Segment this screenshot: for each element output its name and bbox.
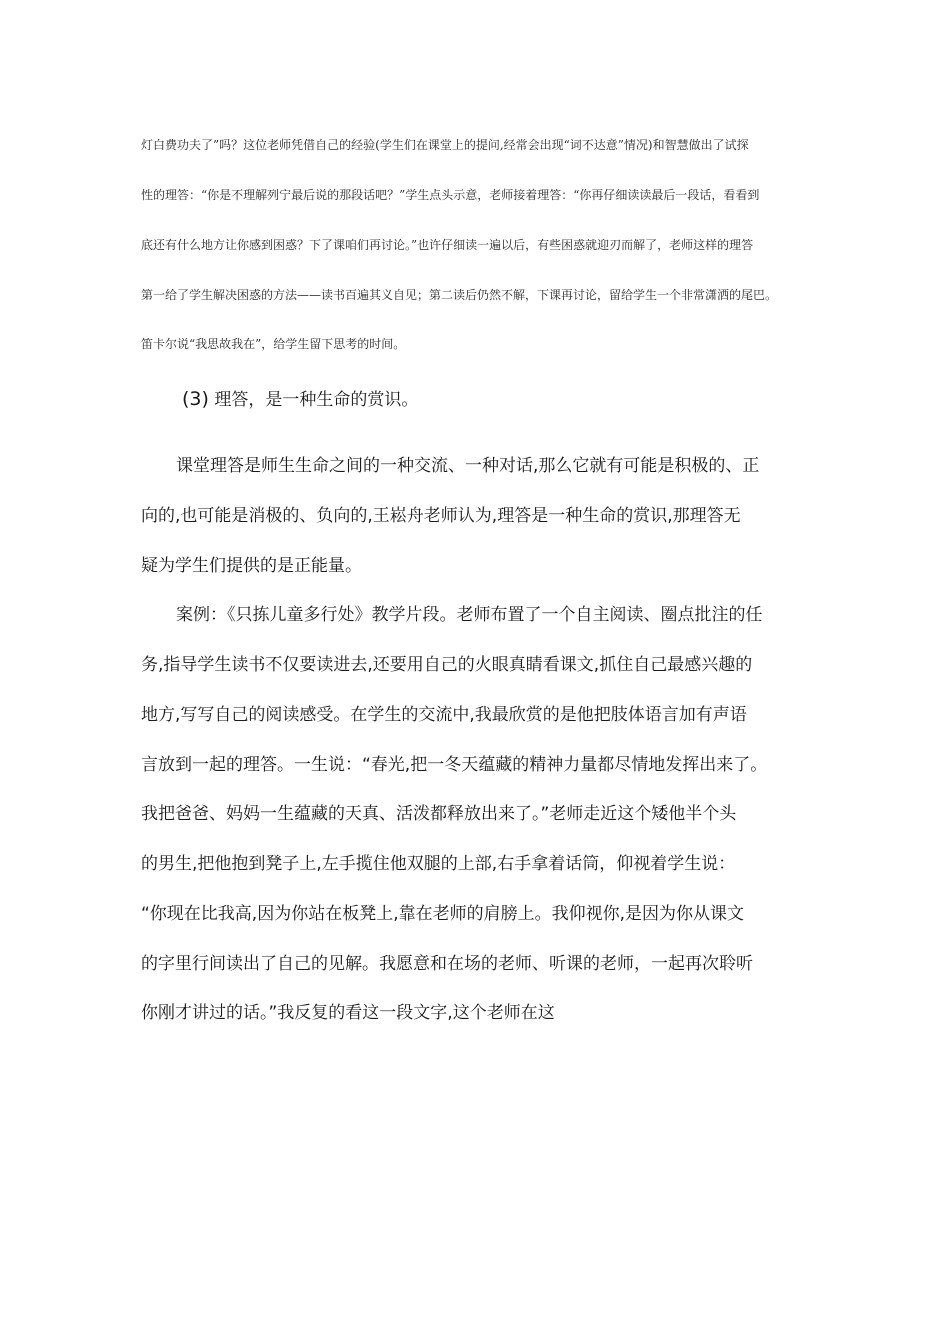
paragraph-line: 你刚才讲过的话。”我反复的看这一段文字,这个老师在这 xyxy=(141,1003,555,1023)
paragraph-line: “你现在比我高,因为你站在板凳上,靠在老师的肩膀上。我仰视你,是因为你从课文 xyxy=(141,904,745,924)
section-heading xyxy=(182,385,418,410)
paragraph-line: 我把爸爸、妈妈一生蕴藏的天真、活泼都释放出来了。”老师走近这个矮他半个头 xyxy=(141,804,737,824)
paragraph-line: 课堂理答是师生生命之间的一种交流、一种对话,那么它就有可能是积极的、正 xyxy=(176,456,760,476)
section-title: 理答，是一种生命的赏识。 xyxy=(214,390,419,410)
paragraph-line: 地方,写写自己的阅读感受。在学生的交流中,我最欣赏的是他把肢体语言加有声语 xyxy=(141,705,747,725)
paragraph-line: 案例：《只拣儿童多行处》教学片段。老师布置了一个自主阅读、圈点批注的任 xyxy=(176,605,763,625)
paragraph-line: 的男生,把他抱到凳子上,左手揽住他双腿的上部,右手拿着话筒，仰视着学生说： xyxy=(141,854,736,874)
paragraph-line: 疑为学生们提供的是正能量。 xyxy=(141,556,362,576)
paragraph-line: 灯白费功夫了”吗？这位老师凭借自己的经验(学生们在课堂上的提问,经常会出现“词不达意”情况)和智慧做出了试探 xyxy=(141,138,749,152)
paragraph-line: 性的理答：“你是不理解列宁最后说的那段话吧？”学生点头示意，老师接着理答：“你再仔细读读最后一段话，看看到 xyxy=(141,188,760,202)
paragraph-line: 底还有什么地方让你感到困惑？下了课咱们再讨论。”也许仔细读一遍以后，有些困惑就迎刃而解了，老师这样的理答 xyxy=(141,238,754,252)
paragraph-line: 向的,也可能是消极的、负向的,王崧舟老师认为,理答是一种生命的赏识,那理答无 xyxy=(141,506,741,526)
paragraph-line: 第一给了学生解决困惑的方法——读书百遍其义自见；第二读后仍然不解，下课再讨论，留给学生一个非常潇洒的尾巴。 xyxy=(141,288,778,302)
paragraph-line: 的字里行间读出了自己的见解。我愿意和在场的老师、听课的老师，一起再次聆听 xyxy=(141,954,753,974)
paragraph-line: 笛卡尔说“我思故我在”，给学生留下思考的时间。 xyxy=(141,337,406,351)
section-number: (3) xyxy=(182,388,209,410)
paragraph-line: 务,指导学生读书不仅要读进去,还要用自己的火眼真睛看课文,抓住自己最感兴趣的 xyxy=(141,655,753,675)
paragraph-line: 言放到一起的理答。一生说：“春光,把一冬天蕴藏的精神力量都尽情地发挥出来了。 xyxy=(141,755,768,775)
